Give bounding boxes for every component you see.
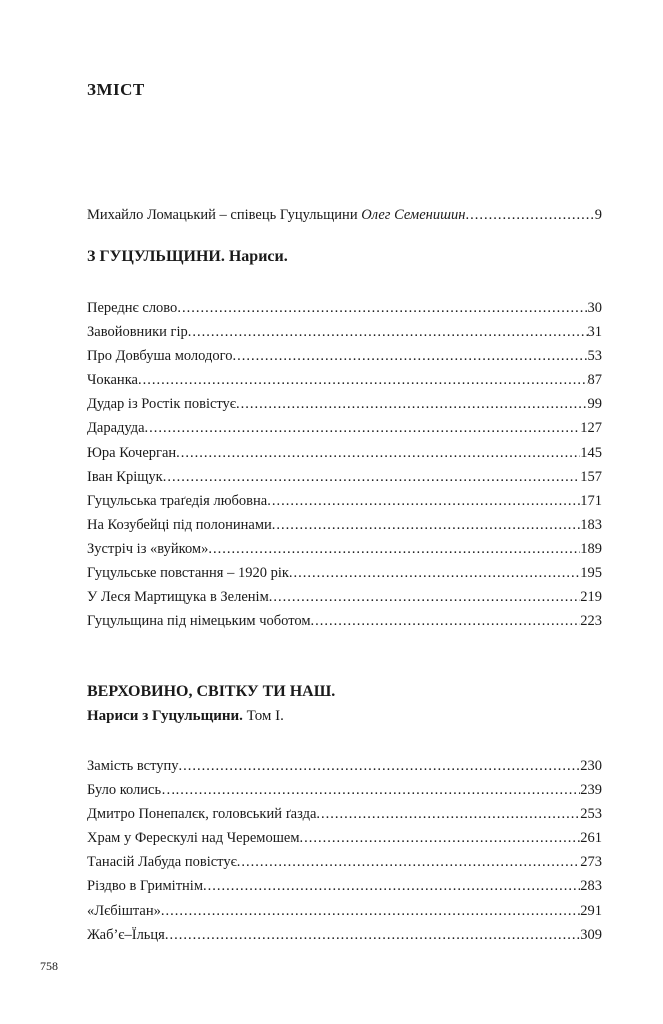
- toc-entry[interactable]: [87, 513, 602, 537]
- toc-entry-title: «Лєбіштан»: [87, 902, 161, 919]
- leader-dots: [161, 899, 580, 923]
- toc-entry-title: Жаб’є–Їльця: [87, 926, 165, 943]
- toc-entry[interactable]: [87, 441, 602, 465]
- toc-entry[interactable]: [87, 537, 602, 561]
- section-heading-2: ВЕРХОВИНО, СВІТКУ ТИ НАШ.: [87, 683, 336, 700]
- leader-dots: [203, 874, 580, 898]
- toc-entry-title: Замість вступу: [87, 758, 179, 774]
- toc-entry-title: Чоканка: [87, 372, 138, 389]
- toc-entry-title: Гуцульщина під німецьким чоботом: [87, 613, 311, 630]
- toc-entry-page: 183: [580, 516, 602, 533]
- toc-entry-page: 239: [580, 782, 602, 799]
- leader-dots: [163, 465, 581, 489]
- toc-entry[interactable]: [87, 416, 602, 440]
- toc-entry-title: Гуцульська траґедія любовна: [87, 492, 268, 509]
- toc-entry-page: 87: [587, 372, 602, 389]
- toc-entry-title: На Козубейці під полонинами: [87, 516, 272, 533]
- toc-entry-page: 261: [580, 830, 602, 847]
- toc-entry-title: Танасій Лабуда повістує: [87, 854, 237, 871]
- toc-entry[interactable]: [87, 754, 602, 778]
- toc-entry-title: Гуцульське повстання – 1920 рік: [87, 565, 289, 582]
- toc-entry-page: 9: [594, 207, 602, 223]
- toc-entry[interactable]: [87, 874, 602, 898]
- toc-entry[interactable]: [87, 778, 602, 802]
- toc-entry[interactable]: [87, 465, 602, 489]
- toc-entry-page: 189: [580, 540, 602, 557]
- toc-entry[interactable]: [87, 320, 602, 344]
- toc-list-section-1: [87, 296, 602, 633]
- toc-entry-page: 127: [580, 420, 602, 437]
- toc-entry[interactable]: [87, 585, 602, 609]
- toc-entry-title: У Леся Мартищука в Зеленім: [87, 589, 269, 606]
- toc-entry-title: Храм у Ферескулі над Черемошем: [87, 830, 300, 847]
- toc-entry[interactable]: [87, 561, 602, 585]
- toc-entry[interactable]: [87, 899, 602, 923]
- leader-dots: [316, 802, 580, 826]
- toc-entry-title: Дарадуда: [87, 420, 145, 437]
- leader-dots: [176, 441, 580, 465]
- toc-entry[interactable]: [87, 850, 602, 874]
- toc-entry-page: 195: [580, 565, 602, 582]
- toc-entry-title: Юра Кочерган: [87, 444, 177, 461]
- toc-entry-page: 219: [580, 589, 602, 606]
- leader-dots: [165, 923, 580, 947]
- toc-entry-author: Олег Семенишин: [361, 207, 466, 223]
- toc-entry-page: 171: [580, 492, 602, 509]
- toc-entry-title: Було колись…: [87, 782, 176, 799]
- toc-entry-page: 145: [580, 444, 602, 461]
- leader-dots: [177, 296, 587, 320]
- toc-entry-title: Зустріч із «вуйком»: [87, 540, 209, 557]
- toc-entry-page: 223: [580, 613, 602, 630]
- leader-dots: [272, 513, 580, 537]
- leader-dots: [465, 203, 594, 227]
- toc-entry-intro[interactable]: [87, 203, 602, 227]
- page-title: ЗМІСТ: [87, 80, 145, 99]
- section-heading-1: З ГУЦУЛЬЩИНИ. Нариси.: [87, 248, 288, 265]
- toc-entry-page: 283: [580, 878, 602, 895]
- toc-entry[interactable]: [87, 802, 602, 826]
- toc-entry-title: Михайло Ломацький – співець Гуцульщини Олег Семенишин: [87, 207, 466, 223]
- toc-entry-page: 253: [580, 806, 602, 823]
- toc-entry[interactable]: [87, 826, 602, 850]
- toc-entry-title: Про Довбуша молодого: [87, 348, 233, 365]
- leader-dots: [138, 368, 588, 392]
- leader-dots: [300, 826, 581, 850]
- leader-dots: [289, 561, 580, 585]
- toc-entry-title: Іван Кріщук: [87, 468, 163, 485]
- section-subheading-2: Нариси з Гуцульщини. Том I.: [87, 708, 284, 724]
- toc-entry[interactable]: [87, 296, 602, 320]
- leader-dots: [236, 392, 587, 416]
- toc-list-section-2: [87, 754, 602, 947]
- toc-entry-page: 157: [580, 468, 602, 485]
- toc-entry-title: Різдво в Гримітнім: [87, 878, 204, 895]
- leader-dots: [232, 344, 587, 368]
- toc-entry-page: 273: [580, 854, 602, 871]
- toc-entry[interactable]: [87, 368, 602, 392]
- leader-dots: [188, 320, 588, 344]
- toc-entry-page: 53: [587, 348, 602, 365]
- toc-entry[interactable]: [87, 923, 602, 947]
- leader-dots: [176, 778, 581, 802]
- toc-entry[interactable]: [87, 609, 602, 633]
- toc-entry-page: 30: [587, 300, 602, 316]
- toc-entry-title: Завойовники гір: [87, 324, 188, 341]
- page-number: 758: [40, 959, 58, 973]
- toc-entry-title: Дмитро Понепалєк, головський ґазда: [87, 806, 317, 823]
- leader-dots: [208, 537, 580, 561]
- toc-entry-title: Дудар із Ростік повістує: [87, 396, 237, 413]
- toc-entry[interactable]: [87, 489, 602, 513]
- toc-entry-page: 31: [587, 324, 602, 341]
- toc-entry-page: 309: [580, 926, 602, 943]
- leader-dots: [267, 489, 580, 513]
- leader-dots: [311, 609, 581, 633]
- leader-dots: [237, 850, 580, 874]
- toc-entry[interactable]: [87, 344, 602, 368]
- leader-dots: [179, 754, 581, 778]
- leader-dots: [145, 416, 581, 440]
- leader-dots: [269, 585, 581, 609]
- toc-entry-title: Переднє слово: [87, 300, 178, 316]
- toc-entry-page: 99: [587, 396, 602, 413]
- toc-entry-page: 291: [580, 902, 602, 919]
- toc-entry[interactable]: [87, 392, 602, 416]
- toc-entry-page: 230: [580, 758, 602, 774]
